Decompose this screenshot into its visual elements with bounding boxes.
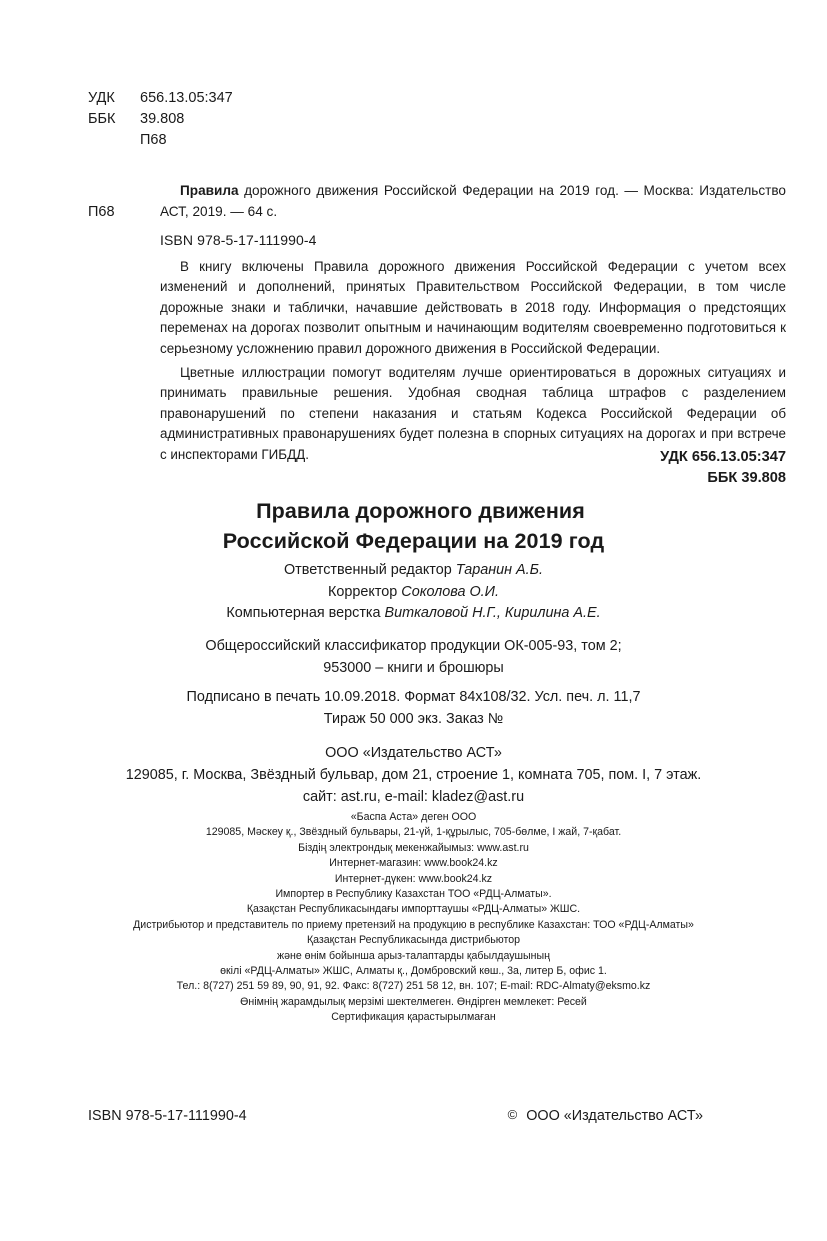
fine-print-line: Өнімнің жарамдылық мерзімі шектелмеген. Өндірген мемлекет: Ресей (240, 995, 587, 1008)
credit-editor-name: Таранин А.Б. (455, 562, 544, 578)
classifier-line-1: Общероссийский классификатор продукции ОК-005-93, том 2; (205, 638, 622, 654)
credit-layout (0, 603, 827, 625)
publisher-contacts: сайт: ast.ru, e-mail: kladez@ast.ru (302, 789, 525, 805)
biblio-description: дорожного движения Российской Федерации на 2019 год. — Москва: Издательство АСТ, 2019. — 64 с. (160, 183, 786, 219)
page-title (0, 496, 827, 556)
credits-block (0, 560, 827, 625)
bbk-label: ББК (88, 111, 116, 127)
publisher-address: 129085, г. Москва, Звёздный бульвар, дом 21, строение 1, комната 705, пом. I, 7 этаж. (125, 767, 702, 783)
print-run-line-1: Подписано в печать 10.09.2018. Формат 84х108/32. Усл. печ. л. 11,7 (186, 689, 641, 705)
fine-print-line: Импортер в Республику Казахстан ТОО «РДЦ-Алматы». (275, 888, 552, 901)
bbk-value: 39.808 (140, 111, 185, 127)
footer-block (88, 1107, 739, 1124)
credit-corrector-label: Корректор (328, 583, 402, 600)
annotation-paragraph-1: В книгу включены Правила дорожного движения Российской Федерации с учетом всех изменений и дополнений, принятых Правительством Российской Федерации, в том числе дорожные знаки и таблички, начавшие действовать в 2018 году. Информация о предстоящих переменах на дорогах позволит опытным и начинающим водителям своевременно подготовиться к серьезному усложнению правил дорожного движения в Российской Федерации. (160, 259, 786, 356)
credit-editor (0, 560, 827, 582)
fine-print-line: Сертификация қарастырылмаған (331, 1011, 496, 1024)
fine-print-line: Интернет-дүкен: www.book24.kz (334, 872, 493, 885)
author-mark-value: П68 (140, 132, 167, 148)
print-run-line-2: Тираж 50 000 экз. Заказ № (323, 711, 504, 727)
credit-corrector-name: Соколова О.И. (401, 583, 499, 600)
bbk-right-value: ББК 39.808 (707, 470, 786, 486)
biblio-author-mark: П68 (88, 203, 115, 220)
fine-print-line: өкілі «РДЦ-Алматы» ЖШС, Алматы қ., Домбровский көш., 3а, литер Б, офис 1. (220, 965, 607, 978)
isbn-inline: ISBN 978-5-17-111990-4 (160, 232, 317, 248)
credit-editor-label: Ответственный редактор (283, 562, 456, 578)
publisher-block (0, 742, 827, 808)
fine-print-line: Біздің электрондық мекенжайымыз: www.ast.ru (298, 841, 529, 854)
fine-print-line: Қазақстан Республикасында дистрибьютор (306, 934, 521, 947)
bibliographic-description (88, 181, 786, 222)
udk-label: УДК (88, 90, 115, 106)
fine-print-line: Қазақстан Республикасындағы импорттаушы «РДЦ-Алматы» ЖШС. (246, 903, 581, 916)
credit-corrector (0, 582, 827, 604)
credit-layout-label: Компьютерная верстка (226, 605, 385, 622)
footer-copyright (508, 1107, 739, 1124)
udk-row (88, 88, 233, 109)
udk-value: 656.13.05:347 (140, 90, 233, 106)
fine-print-line: Дистрибьютор и представитель по приему претензий на продукцию в республике Казахстан: ТОО «РДЦ-Алматы» (133, 918, 694, 931)
biblio-title-bold: Правила (180, 183, 239, 198)
udk-right-value: УДК 656.13.05:347 (660, 449, 786, 465)
bbk-row (88, 109, 233, 130)
copyright-icon: © (507, 1107, 518, 1122)
fine-print-line: 129085, Мәскеу қ., Звёздный бульвары, 21-үй, 1-құрылыс, 705-бөлме, I жай, 7-қабат. (205, 826, 622, 839)
product-classifier-block (0, 635, 827, 679)
footer-isbn: ISBN 978-5-17-111990-4 (88, 1108, 247, 1124)
author-mark-row (88, 130, 233, 151)
classification-block-top (88, 88, 233, 151)
fine-print-line: және өнім бойынша арыз-талаптарды қабылдаушының (277, 949, 550, 962)
publisher-name: ООО «Издательство АСТ» (325, 745, 502, 761)
title-line-2: Российской Федерации на 2019 год (222, 529, 605, 553)
biblio-text (160, 181, 786, 222)
classification-block-right (660, 447, 786, 489)
fine-print-block (0, 810, 827, 1026)
classifier-line-2: 953000 – книги и брошюры (323, 660, 504, 676)
fine-print-line: Интернет-магазин: www.book24.kz (329, 857, 498, 870)
fine-print-line: «Баспа Аста» деген ООО (350, 811, 477, 823)
annotation-block (160, 257, 786, 465)
fine-print-line: Тел.: 8(727) 251 59 89, 90, 91, 92. Факс: 8(727) 251 58 12, вн. 107; E-mail: RDC-Almaty@eksmo.kz (176, 980, 651, 993)
copyright-holder: ООО «Издательство АСТ» (526, 1108, 703, 1124)
credit-layout-name: Виткаловой Н.Г., Кирилина А.Е. (384, 605, 601, 622)
title-line-1: Правила дорожного движения (256, 499, 585, 523)
annotation-paragraph-2: Цветные иллюстрации помогут водителям лучше ориентироваться в дорожных ситуациях и принимать правильные решения. Удобная сводная таблица штрафов с разделением правонарушений по степени наказания и статьям Кодекса Российской Федерации об административных правонарушениях будет полезна в спорных ситуациях на дорогах и при встрече с инспекторами ГИБДД. (160, 365, 786, 462)
print-run-block (0, 686, 827, 730)
